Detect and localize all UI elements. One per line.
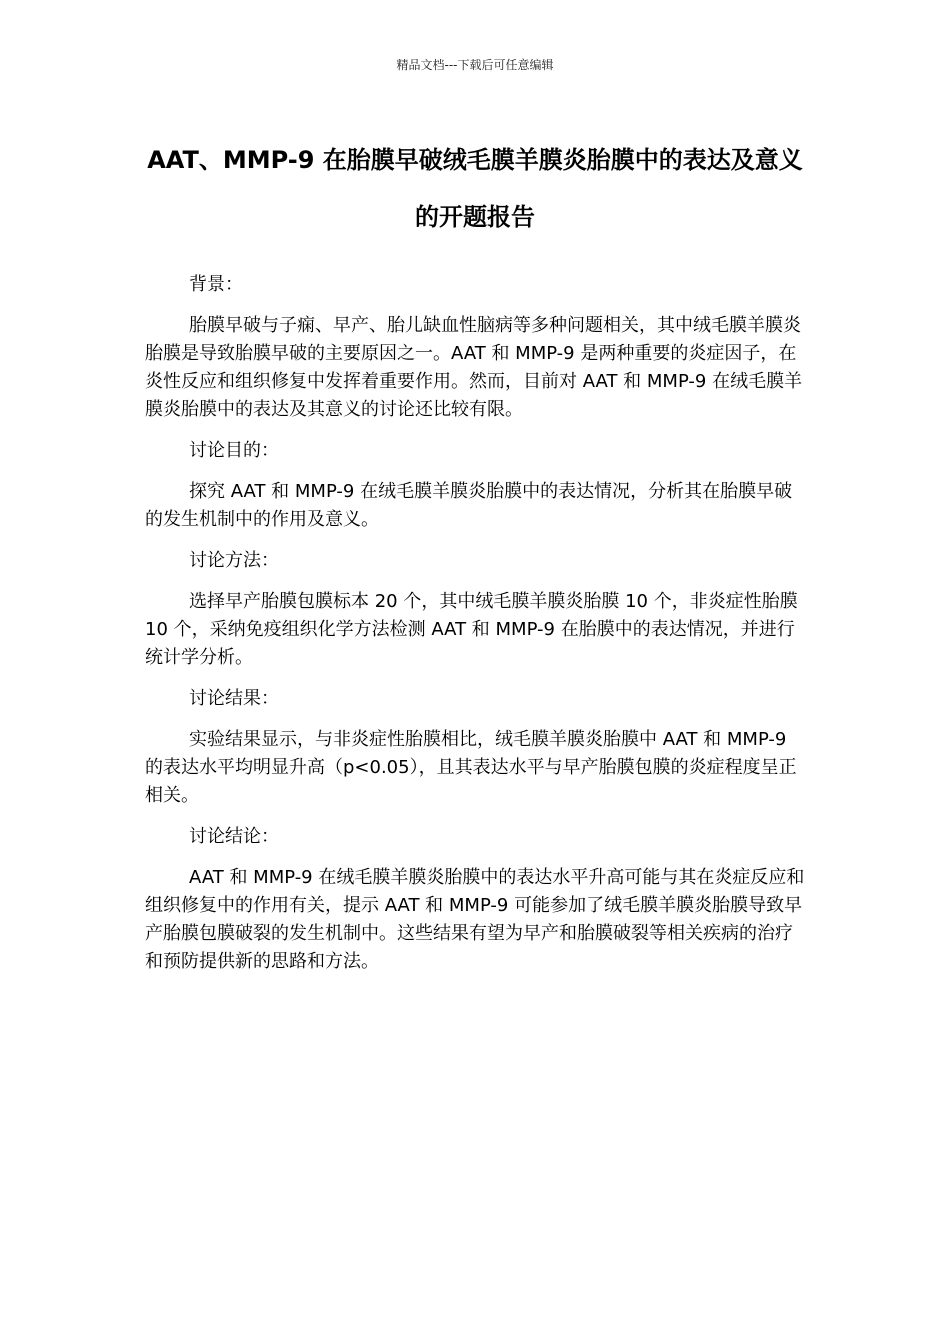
section-text-purpose: 探究 AAT 和 MMP-9 在绒毛膜羊膜炎胎膜中的表达情况，分析其在胎膜早破的发生机制中的作用及意义。 xyxy=(145,481,793,530)
document-title: AAT、MMP-9 在胎膜早破绒毛膜羊膜炎胎膜中的表达及意义的开题报告 xyxy=(147,146,803,231)
section-heading-background: 背景： xyxy=(189,274,243,295)
section-text-background: 胎膜早破与子痫、早产、胎儿缺血性脑病等多种问题相关，其中绒毛膜羊膜炎胎膜是导致胎膜早破的主要原因之一。AAT 和 MMP-9 是两种重要的炎症因子，在炎性反应和组织修复中发挥着重要作用。然而，目前对 AAT 和 MMP-9 在绒毛膜羊膜炎胎膜中的表达及其意义的讨论还比较有限。 xyxy=(145,315,803,420)
section-heading-conclusion: 讨论结论： xyxy=(189,826,279,847)
section-heading-method: 讨论方法： xyxy=(189,550,279,571)
section-text-results: 实验结果显示，与非炎症性胎膜相比，绒毛膜羊膜炎胎膜中 AAT 和 MMP-9 的表达水平均明显升高（p<0.05），且其表达水平与早产胎膜包膜的炎症程度呈正相关。 xyxy=(145,729,797,806)
section-text-method: 选择早产胎膜包膜标本 20 个，其中绒毛膜羊膜炎胎膜 10 个，非炎症性胎膜 10 个，采纳免疫组织化学方法检测 AAT 和 MMP-9 在胎膜中的表达情况，并进行统计学分析。 xyxy=(145,591,798,668)
section-text-conclusion: AAT 和 MMP-9 在绒毛膜羊膜炎胎膜中的表达水平升高可能与其在炎症反应和组织修复中的作用有关，提示 AAT 和 MMP-9 可能参加了绒毛膜羊膜炎胎膜导致早产胎膜包膜破裂的发生机制中。这些结果有望为早产和胎膜破裂等相关疾病的治疗和预防提供新的思路和方法。 xyxy=(145,867,805,972)
section-heading-results: 讨论结果： xyxy=(189,688,279,709)
header-note: 精品文档---下载后可任意编辑 xyxy=(396,58,554,72)
document-body xyxy=(145,271,807,989)
section-heading-purpose: 讨论目的： xyxy=(189,440,279,461)
